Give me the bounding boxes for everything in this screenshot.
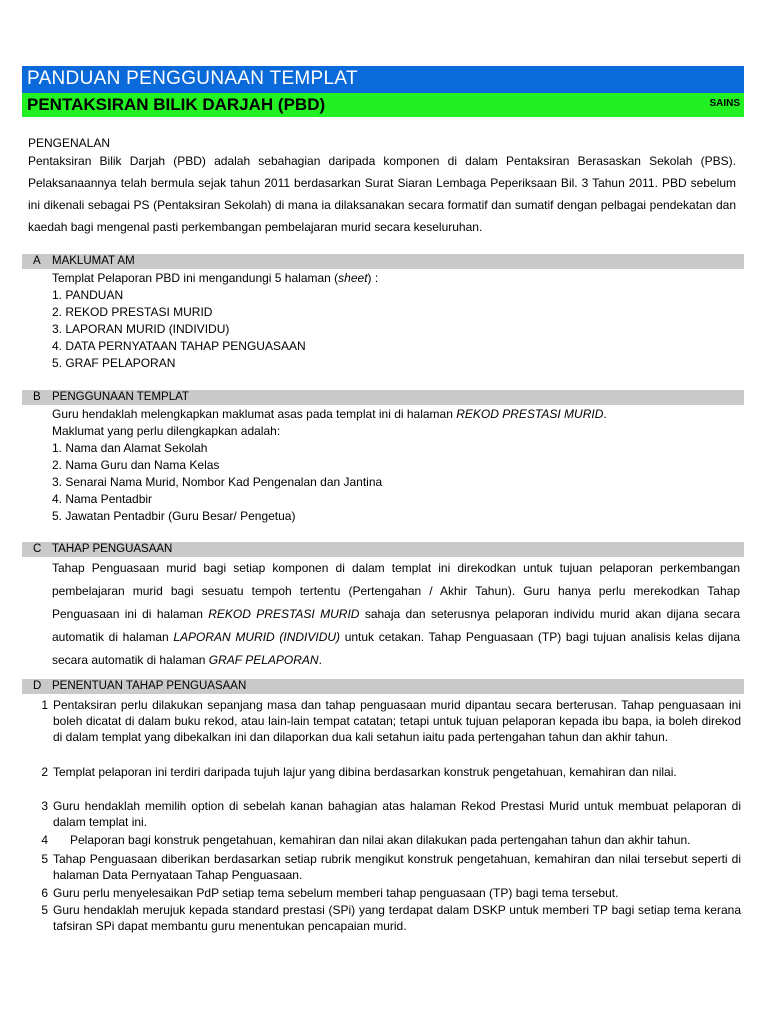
section-c-em-1: REKOD PRESTASI MURID bbox=[208, 607, 360, 621]
intro-heading: PENGENALAN bbox=[28, 136, 111, 150]
list-item-number: 1 bbox=[41, 698, 48, 712]
list-item: 2. REKOD PRESTASI MURID bbox=[52, 305, 213, 319]
section-c-text-4: . bbox=[318, 653, 322, 667]
section-a-intro-em: sheet bbox=[338, 271, 368, 285]
section-a-intro bbox=[52, 270, 378, 287]
section-b-line2: Maklumat yang perlu dilengkapkan adalah: bbox=[52, 424, 281, 438]
list-item-number: 5 bbox=[41, 852, 48, 866]
list-item: Guru perlu menyelesaikan PdP setiap tema sebelum memberi tahap penguasaan (TP) bagi tema tersebut. bbox=[53, 886, 619, 900]
intro-paragraph: Pentaksiran Bilik Darjah (PBD) adalah sebahagian daripada komponen di dalam Pentaksiran Berasaskan Sekolah (PBS). Pelaksanaannya telah bermula sejak tahun 2011 berdasarkan Surat Siaran Lembaga Peperiksaan Bil. 3 Tahun 2011. PBD sebelum ini dikenali sebagai PS (Pentaksiran Sekolah) di mana ia dilaksanakan secara formatif dan sumatif dengan pelbagai pendekatan dan kaedah bagi mengenal pasti perkembangan pembelajaran murid secara keseluruhan. bbox=[28, 154, 736, 234]
section-c-letter: C bbox=[33, 543, 42, 555]
list-item-number: 6 bbox=[41, 886, 48, 900]
section-a-letter: A bbox=[33, 255, 41, 267]
section-d-title: PENENTUAN TAHAP PENGUASAAN bbox=[52, 680, 247, 692]
list-item: 4. DATA PERNYATAAN TAHAP PENGUASAAN bbox=[52, 339, 306, 353]
list-item: Guru hendaklah memilih option di sebelah kanan bahagian atas halaman Rekod Prestasi Murid untuk membuat pelaporan di dalam templat ini. bbox=[53, 799, 741, 829]
section-c-text-2: sahaja dan seterusnya pelaporan individu murid akan dijana secara automatik di halaman bbox=[52, 607, 740, 644]
page-title: PANDUAN PENGGUNAAN TEMPLAT bbox=[27, 68, 358, 89]
section-b-line1-em: REKOD PRESTASI MURID bbox=[456, 407, 604, 421]
list-item: 3. Senarai Nama Murid, Nombor Kad Pengenalan dan Jantina bbox=[52, 475, 383, 489]
section-b-title: PENGGUNAAN TEMPLAT bbox=[52, 391, 189, 403]
section-d-letter: D bbox=[33, 680, 42, 692]
subject-label: SAINS bbox=[709, 98, 740, 109]
list-item: 1. Nama dan Alamat Sekolah bbox=[52, 441, 208, 455]
list-item: 3. LAPORAN MURID (INDIVIDU) bbox=[52, 322, 230, 336]
list-item-number: 3 bbox=[41, 799, 48, 813]
list-item: Templat pelaporan ini terdiri daripada tujuh lajur yang dibina berdasarkan konstruk pengetahuan, kemahiran dan nilai. bbox=[53, 765, 677, 779]
section-c-text-1: Tahap Penguasaan murid bagi setiap komponen di dalam templat ini direkodkan untuk tujuan pelaporan perkembangan pembelajaran murid bagi sesuatu tempoh tertentu (Pertengahan / Akhir Tahun). Guru hanya perlu merekodkan Tahap Penguasaan ini di halaman bbox=[52, 561, 740, 621]
list-item-number: 5 bbox=[41, 903, 48, 917]
section-c-header bbox=[22, 542, 744, 557]
section-b-line1-post: . bbox=[603, 407, 607, 421]
section-c-em-2: LAPORAN MURID (INDIVIDU) bbox=[173, 630, 341, 644]
section-c-title: TAHAP PENGUASAAN bbox=[52, 543, 173, 555]
section-c-em-3: GRAF PELAPORAN bbox=[208, 653, 319, 667]
section-a-title: MAKLUMAT AM bbox=[52, 255, 135, 267]
page-subtitle: PENTAKSIRAN BILIK DARJAH (PBD) bbox=[27, 95, 326, 114]
section-a-header bbox=[22, 254, 744, 269]
list-item-number: 4 bbox=[41, 833, 48, 847]
section-b-line1 bbox=[52, 406, 607, 423]
list-item: 5. GRAF PELAPORAN bbox=[52, 356, 176, 370]
list-item: 4. Nama Pentadbir bbox=[52, 492, 153, 506]
list-item: 1. PANDUAN bbox=[52, 288, 124, 302]
title-banner bbox=[22, 66, 744, 93]
subtitle-banner bbox=[22, 93, 744, 117]
section-a-intro-post: ) : bbox=[367, 271, 379, 285]
list-item: Guru hendaklah merujuk kepada standard prestasi (SPi) yang terdapat dalam DSKP untuk memberi TP bagi setiap tema kerana tafsiran SPi dapat membantu guru menentukan pencapaian murid. bbox=[53, 903, 741, 933]
section-d-header bbox=[22, 679, 744, 694]
section-b-header bbox=[22, 390, 744, 405]
list-item: Pentaksiran perlu dilakukan sepanjang masa dan tahap penguasaan murid dipantau secara berterusan. Tahap penguasaan ini boleh dicatat di dalam buku rekod, atau lain-lain tempat catatan; tetapi untuk tujuan pelaporan kepada ibu bapa, ia boleh direkod di dalam templat yang dibekalkan ini dan dilaporkan dua kali setahun iaitu pada pertengahan tahun dan akhir tahun. bbox=[53, 698, 741, 744]
section-a-intro-pre: Templat Pelaporan PBD ini mengandungi 5 halaman ( bbox=[52, 271, 339, 285]
section-c-text-3: untuk cetakan. Tahap Penguasaan (TP) bagi tujuan analisis kelas dijana secara automatik di halaman bbox=[52, 630, 740, 667]
list-item: 5. Jawatan Pentadbir (Guru Besar/ Pengetua) bbox=[52, 509, 296, 523]
list-item: 2. Nama Guru dan Nama Kelas bbox=[52, 458, 220, 472]
section-b-letter: B bbox=[33, 391, 41, 403]
section-c-paragraph bbox=[52, 557, 740, 672]
list-item: Pelaporan bagi konstruk pengetahuan, kemahiran dan nilai akan dilakukan pada pertengahan tahun dan akhir tahun. bbox=[70, 833, 691, 847]
list-item-number: 2 bbox=[41, 765, 48, 779]
section-b-line1-pre: Guru hendaklah melengkapkan maklumat asas pada templat ini di halaman bbox=[52, 407, 457, 421]
list-item: Tahap Penguasaan diberikan berdasarkan setiap rubrik mengikut konstruk pengetahuan, kemahiran dan nilai tersebut seperti di halaman Data Pernyataan Tahap Penguasaan. bbox=[53, 852, 741, 882]
